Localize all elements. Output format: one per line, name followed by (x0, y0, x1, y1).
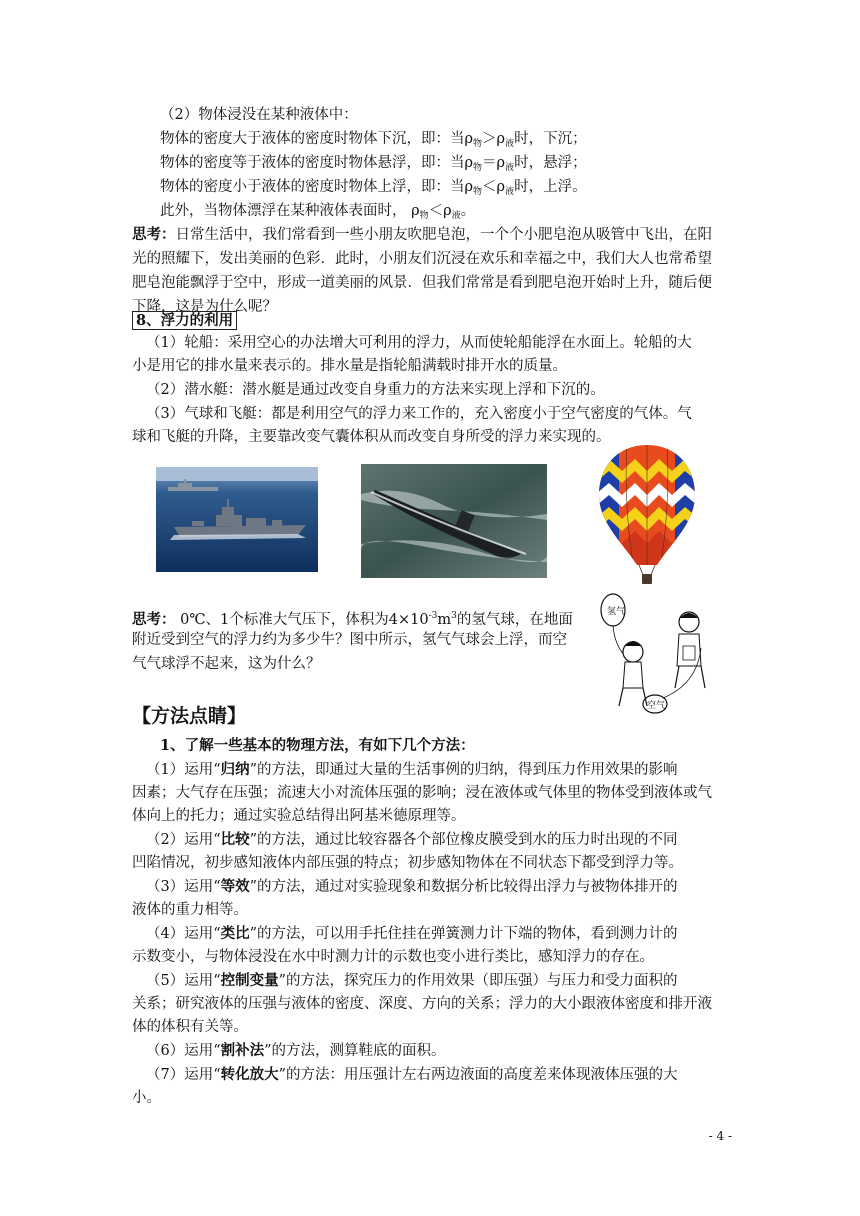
submarine-photo (361, 464, 547, 578)
hydrogen-balloon-label: 氢气 (607, 607, 626, 617)
think2-line3: 气气球浮不起来，这为什么？ (132, 656, 321, 672)
method-3-line1: （3）运用“等效”的方法，通过对实验现象和数据分析比较得出浮力与被物体排开的 (146, 878, 678, 895)
air-balloon-label: 空气 (647, 701, 666, 711)
warship-photo (156, 467, 318, 572)
section8-p1a: （1）轮船：采用空心的办法增大可利用的浮力，从而使轮船能浮在水面上。轮船的大 (146, 335, 692, 351)
method-7-line2: 小。 (132, 1090, 161, 1106)
para2-title: （2）物体浸没在某种液体中： (160, 107, 358, 123)
suspend-condition: 物体的密度等于液体的密度时物体悬浮，即：当$\rho_物=\rho_液$时，悬浮； (160, 155, 587, 173)
think1-line3: 肥皂泡能飘浮于空中，形成一道美丽的风景．但我们常常是看到肥皂泡开始时上升，随后便 (132, 275, 712, 291)
rise-condition: 物体的密度小于液体的密度时物体上浮，即：当$\rho_物<\rho_液$时，上浮。 (160, 179, 587, 197)
think1-line4: 下降，这是为什么呢？ (132, 299, 277, 315)
section8-p1b: 小是用它的排水量来表示的。排水量是指轮船满载时排开水的质量。 (132, 358, 567, 374)
method-2-line2: 凹陷情况，初步感知液体内部压强的特点；初步感知物体在不同状态下都受到浮力等。 (132, 855, 683, 871)
sink-condition: 物体的密度大于液体的密度时物体下沉，即：当$\rho_物>\rho_液$时，下沉； (160, 131, 587, 149)
method-1-line2: 因素；大气存在压强；流速大小对流体压强的影响；浸在液体或气体里的物体受到液体或气 (132, 785, 712, 801)
float-condition: 此外，当物体漂浮在某种液体表面时， $\rho_物<\rho_液$。 (160, 203, 476, 221)
methods-intro: 1、了解一些基本的物理方法，有如下几个方法： (160, 737, 475, 754)
kids-balloons-illustration (597, 588, 729, 720)
method-6-line1: （6）运用“割补法”的方法，测算鞋底的面积。 (146, 1042, 446, 1059)
method-7-line1: （7）运用“转化放大”的方法：用压强计左右两边液面的高度差来体现液体压强的大 (146, 1066, 678, 1083)
hot-air-balloon-photo (597, 443, 697, 587)
section8-p3b: 球和飞艇的升降，主要靠改变气囊体积从而改变自身所受的浮力来实现的。 (132, 429, 611, 445)
method-3-line2: 液体的重力相等。 (132, 902, 248, 918)
section8-p2: （2）潜水艇：潜水艇是通过改变自身重力的方法来实现上浮和下沉的。 (146, 382, 605, 398)
method-1-line1: （1）运用“归纳”的方法，即通过大量的生活事例的归纳，得到压力作用效果的影响 (146, 761, 678, 778)
section8-p3a: （3）气球和飞艇：都是利用空气的浮力来工作的，充入密度小于空气密度的气体。气 (146, 406, 692, 422)
method-4-line1: （4）运用“类比”的方法，可以用手托住挂在弹簧测力计下端的物体，看到测力计的 (146, 925, 678, 942)
method-1-line3: 体向上的托力；通过实验总结得出阿基米德原理等。 (132, 808, 466, 824)
think2-line1: 思考： 0℃、1个标准大气压下，体积为$4\times 10^{-3}m^3$的氢气球，在地面 (132, 611, 573, 628)
method-5-line1: （5）运用“控制变量”的方法，探究压力的作用效果（即压强）与压力和受力面积的 (146, 972, 678, 989)
methods-heading: 【方法点睛】 (132, 705, 247, 727)
method-5-line3: 体的体积有关等。 (132, 1019, 248, 1035)
method-4-line2: 示数变小，与物体浸没在水中时测力计的示数也变小进行类比，感知浮力的存在。 (132, 949, 654, 965)
think1-line1: 思考：日常生活中，我们常看到一些小朋友吹肥皂泡，一个个小肥皂泡从吸管中飞出，在阳 (132, 226, 712, 243)
page-number: - 4 - (708, 1129, 732, 1143)
method-5-line2: 关系；研究液体的压强与液体的密度、深度、方向的关系；浮力的大小跟液体密度和排开液 (132, 996, 712, 1012)
section8-heading: 8、浮力的利用 (132, 310, 738, 332)
think1-line2: 光的照耀下，发出美丽的色彩．此时，小朋友们沉浸在欢乐和幸福之中，我们大人也常希望 (132, 251, 712, 267)
method-2-line1: （2）运用“比较”的方法，通过比较容器各个部位橡皮膜受到水的压力时出现的不同 (146, 831, 678, 848)
think2-line2: 附近受到空气的浮力约为多少牛？图中所示，氢气气球会上浮，而空 (132, 632, 567, 648)
